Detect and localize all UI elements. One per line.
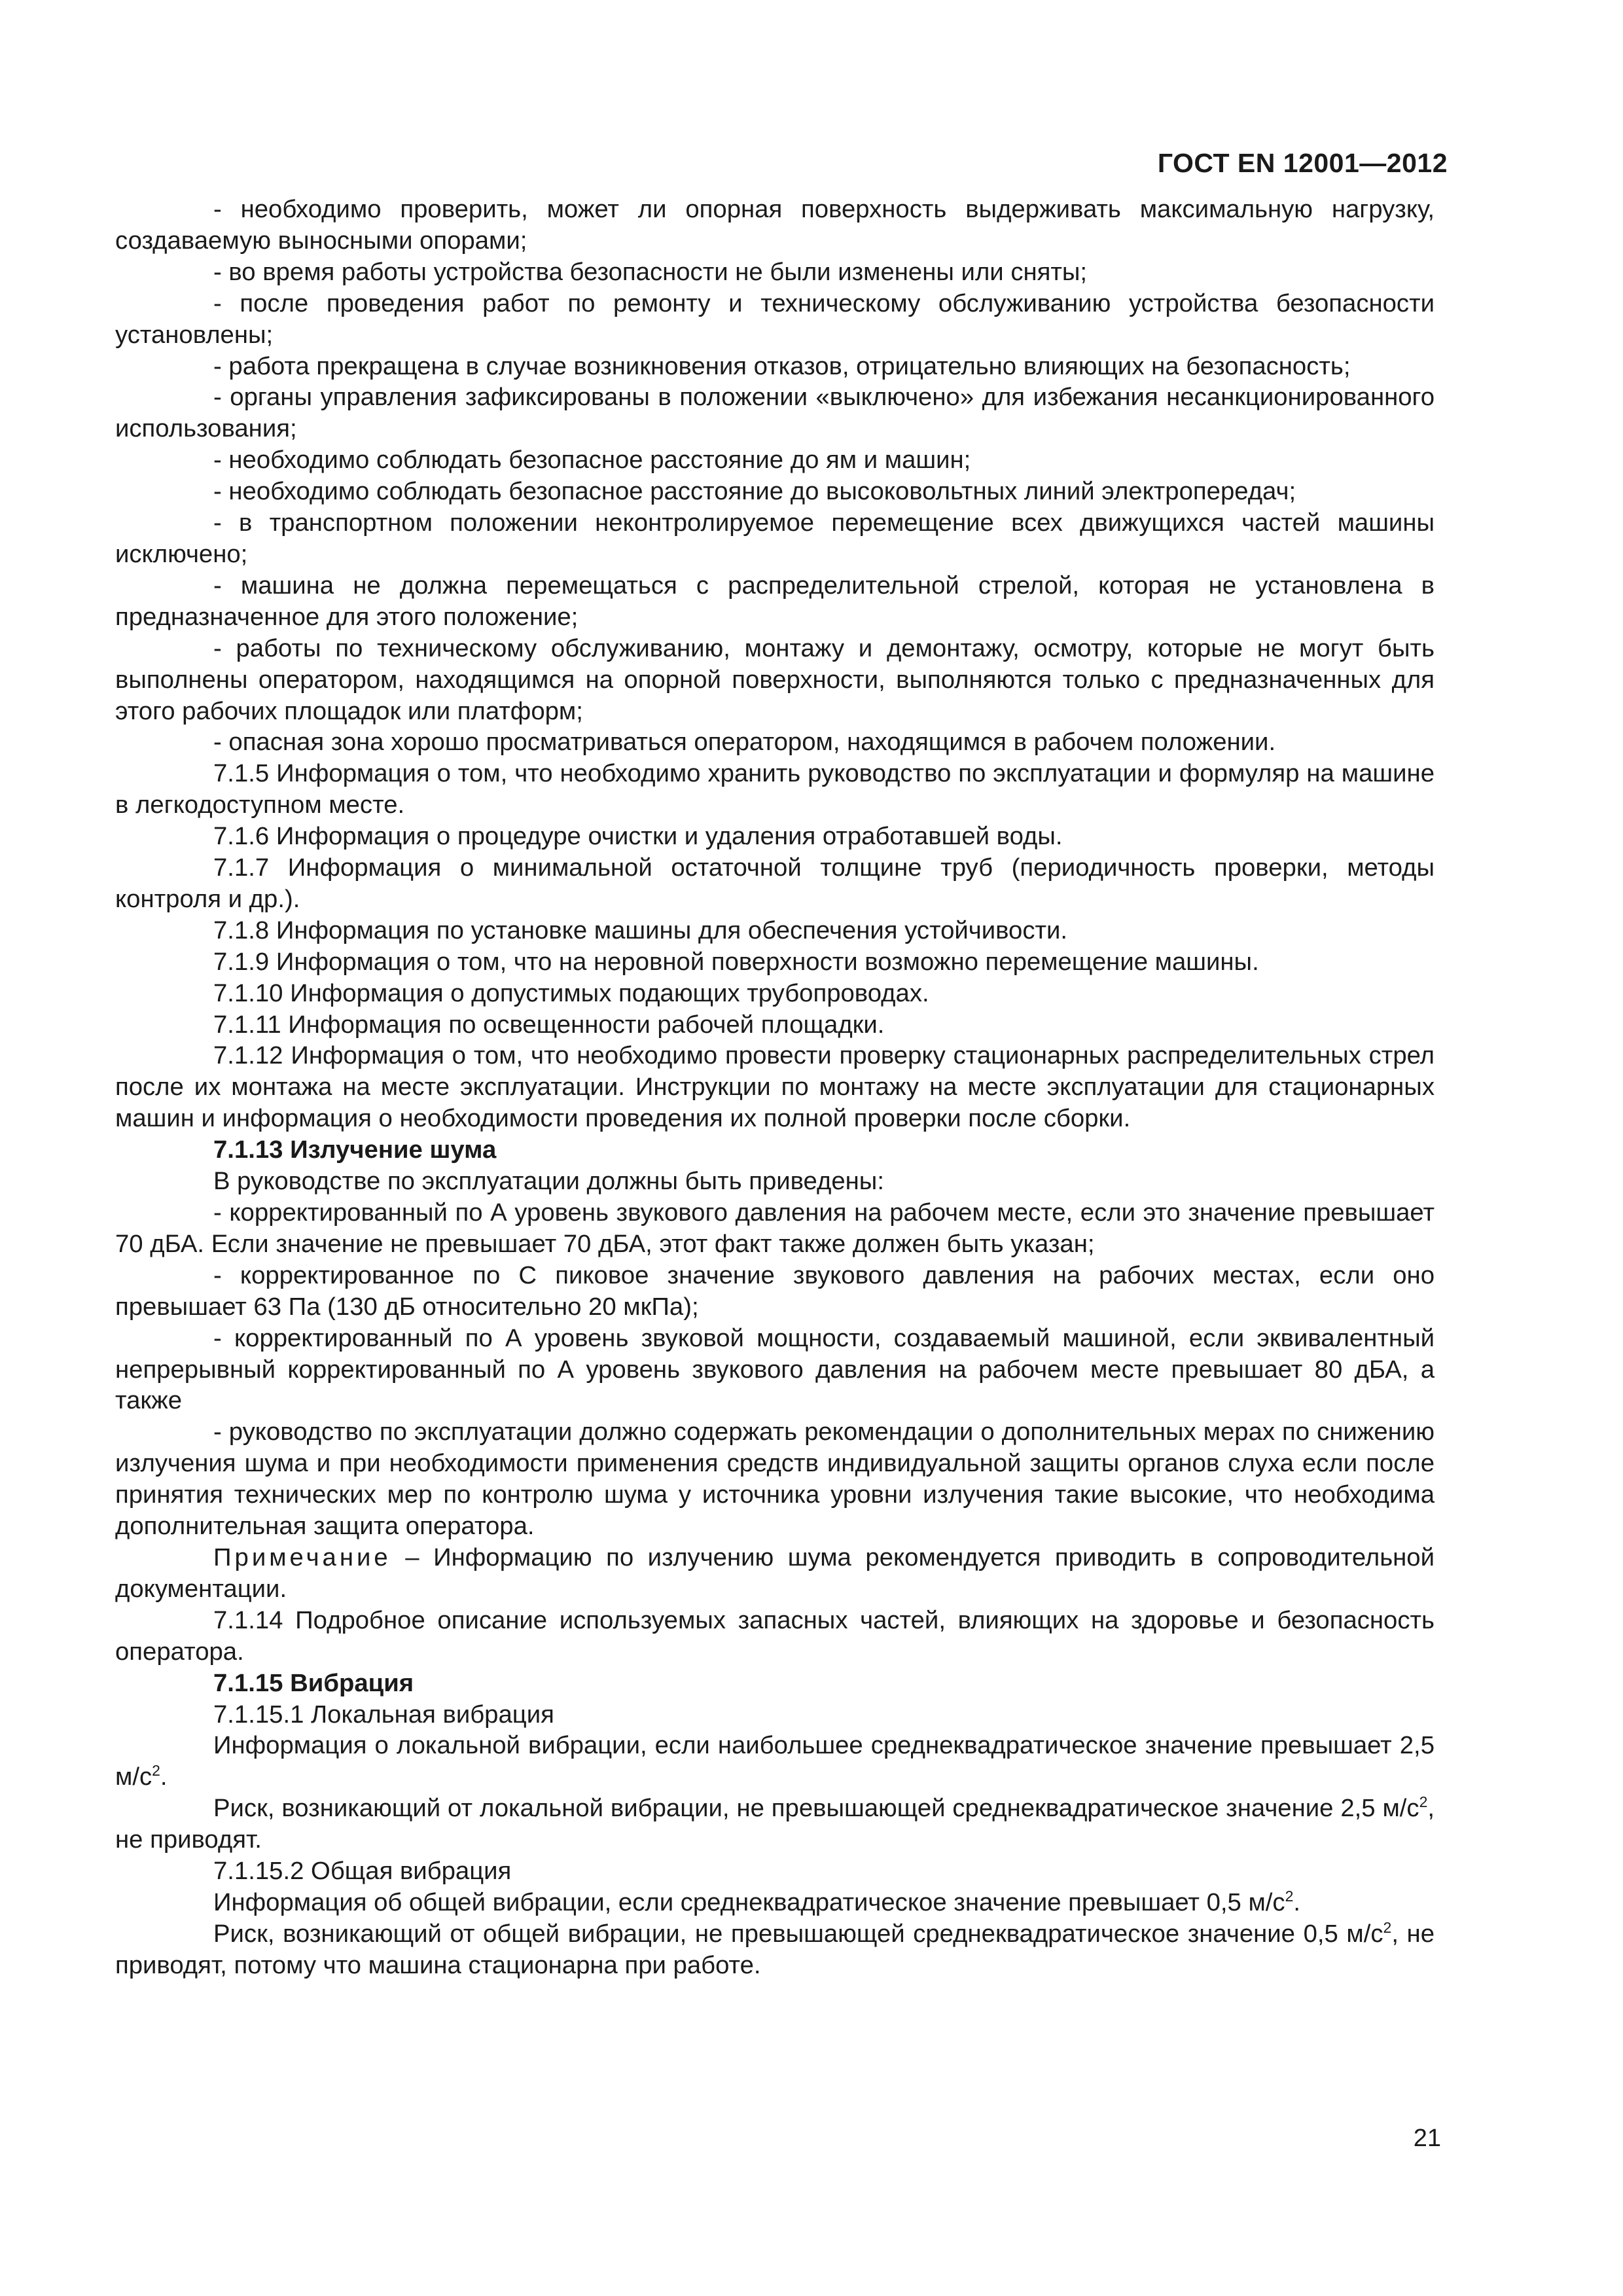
- body-paragraph: Риск, возникающий от локальной вибрации, не превышающей среднеквадратическое значение 2,5 $м/с^2$, не приводят.: [115, 1793, 1435, 1854]
- body-paragraph: 7.1.10 Информация о допустимых подающих трубопроводах.: [213, 978, 929, 1007]
- body-paragraph: Информация о локальной вибрации, если наибольшее среднеквадратическое значение превышает 2,5 $м/с^2$.: [115, 1731, 1435, 1791]
- body-paragraph: 7.1.14 Подробное описание используемых запасных частей, влияющих на здоровье и безопасность оператора.: [115, 1605, 1435, 1666]
- body-paragraph: - корректированный по А уровень звуковой мощности, создаваемый машиной, если эквивалентный непрерывный корректированный по А уровень звукового давления на рабочем месте превышает 80 дБА, а также: [115, 1323, 1435, 1415]
- note-label: Примечание: [213, 1543, 391, 1571]
- body-paragraph: - необходимо соблюдать безопасное расстояние до высоковольтных линий электропередач;: [213, 477, 1296, 506]
- body-paragraph: - опасная зона хорошо просматриваться оператором, находящимся в рабочем положении.: [213, 728, 1276, 757]
- body-paragraph: 7.1.5 Информация о том, что необходимо хранить руководство по эксплуатации и формуляр на машине в легкодоступном месте.: [115, 759, 1435, 819]
- section-heading: 7.1.13 Излучение шума: [213, 1136, 497, 1164]
- page-number: 21: [1413, 2125, 1441, 2152]
- body-paragraph: В руководстве по эксплуатации должны быть приведены:: [213, 1167, 884, 1196]
- body-paragraph: - корректированное по С пиковое значение звукового давления на рабочих местах, если оно превышает 63 Па (130 дБ относительно 20 мкПа);: [115, 1261, 1435, 1321]
- body-paragraph: 7.1.12 Информация о том, что необходимо провести проверку стационарных распределительных стрел после их монтажа на месте эксплуатации. Инструкции по монтажу на месте эксплуатации для стационарных машин и информация о необходимости проведения их полной проверки после сборки.: [115, 1041, 1435, 1133]
- body-paragraph: - работы по техническому обслуживанию, монтажу и демонтажу, осмотру, которые не могут быть выполнены оператором, находящимся на опорной поверхности, выполняются только с предназначенных для этого рабочих площадок или платформ;: [115, 634, 1435, 725]
- note-paragraph: Примечание – Информацию по излучению шума рекомендуется приводить в сопроводительной документации.: [115, 1543, 1435, 1603]
- body-paragraph: - необходимо соблюдать безопасное расстояние до ям и машин;: [213, 446, 971, 475]
- body-paragraph: - руководство по эксплуатации должно содержать рекомендации о дополнительных мерах по снижению излучения шума и при необходимости применения средств индивидуальной защиты органов слуха если после принятия технических мер по контролю шума у источника уровни излучения такие высокие, что необходима дополнительная защита оператора.: [115, 1418, 1435, 1541]
- superscript: 2: [1383, 1919, 1392, 1937]
- body-paragraph: 7.1.9 Информация о том, что на неровной поверхности возможно перемещение машины.: [213, 947, 1259, 976]
- body-paragraph: - органы управления зафиксированы в положении «выключено» для избежания несанкционированного использования;: [115, 383, 1435, 443]
- page-body: [115, 194, 1435, 1981]
- body-paragraph: Информация об общей вибрации, если среднеквадратическое значение превышает 0,5 $м/с^2$.: [213, 1888, 1301, 1916]
- body-paragraph: - во время работы устройства безопасности не были изменены или сняты;: [213, 257, 1088, 286]
- superscript: 2: [152, 1762, 160, 1780]
- superscript: 2: [1419, 1793, 1428, 1811]
- body-paragraph: - необходимо проверить, может ли опорная поверхность выдерживать максимальную нагрузку, создаваемую выносными опорами;: [115, 195, 1435, 255]
- body-paragraph: - машина не должна перемещаться с распределительной стрелой, которая не установлена в предназначенное для этого положение;: [115, 571, 1435, 631]
- standard-header: ГОСТ EN 12001—2012: [1157, 148, 1448, 178]
- body-paragraph: - в транспортном положении неконтролируемое перемещение всех движущихся частей машины исключено;: [115, 509, 1435, 568]
- body-paragraph: 7.1.6 Информация о процедуре очистки и удаления отработавшей воды.: [213, 822, 1063, 851]
- body-paragraph: 7.1.15.1 Локальная вибрация: [213, 1700, 554, 1729]
- body-paragraph: - корректированный по А уровень звукового давления на рабочем месте, если это значение превышает 70 дБА. Если значение не превышает 70 дБА, этот факт также должен быть указан;: [115, 1198, 1435, 1258]
- body-paragraph: - после проведения работ по ремонту и техническому обслуживанию устройства безопасности установлены;: [115, 289, 1435, 349]
- body-paragraph: Риск, возникающий от общей вибрации, не превышающей среднеквадратическое значение 0,5 $м/с^2$, не приводят, потому что машина стационарна при работе.: [115, 1919, 1435, 1979]
- section-heading: 7.1.15 Вибрация: [213, 1668, 414, 1697]
- body-paragraph: 7.1.7 Информация о минимальной остаточной толщине труб (периодичность проверки, методы контроля и др.).: [115, 853, 1435, 913]
- body-paragraph: 7.1.11 Информация по освещенности рабочей площадки.: [213, 1010, 885, 1039]
- body-paragraph: 7.1.8 Информация по установке машины для обеспечения устойчивости.: [213, 916, 1068, 944]
- body-paragraph: 7.1.15.2 Общая вибрация: [213, 1857, 512, 1886]
- body-paragraph: - работа прекращена в случае возникновения отказов, отрицательно влияющих на безопасность;: [213, 351, 1351, 380]
- superscript: 2: [1285, 1888, 1294, 1905]
